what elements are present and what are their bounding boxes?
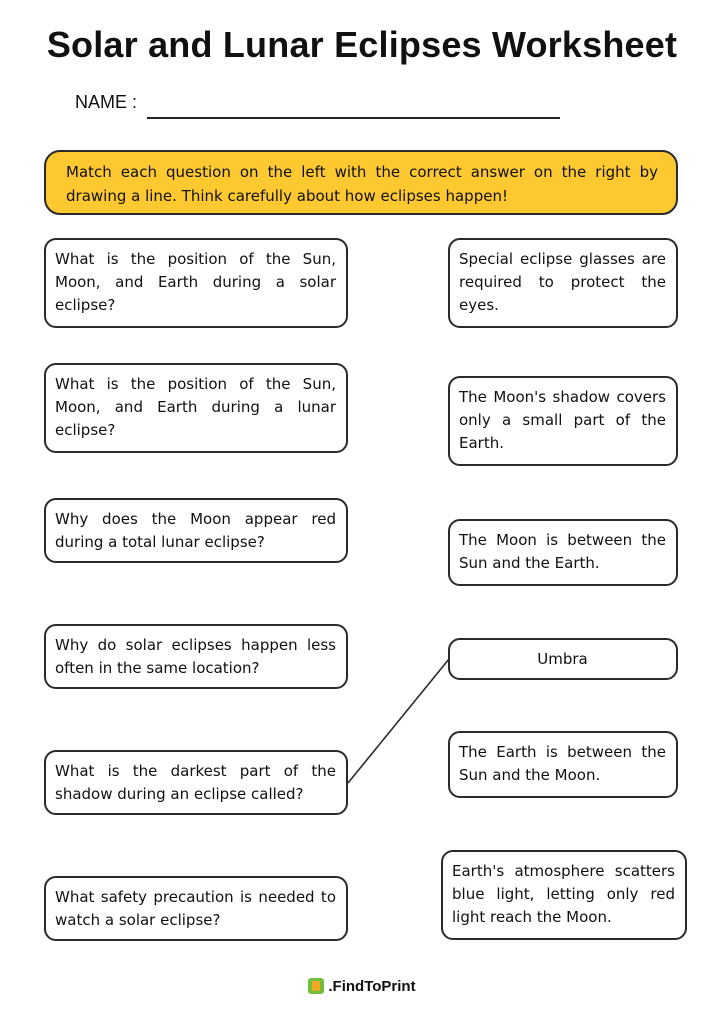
name-label: NAME : xyxy=(75,92,138,112)
footer-brand xyxy=(0,978,724,995)
question-box-4[interactable]: Why do solar eclipses happen less often in the same location? xyxy=(44,624,348,689)
answer-box-1[interactable]: Special eclipse glasses are required to protect the eyes. xyxy=(448,238,678,328)
answer-box-4[interactable]: Umbra xyxy=(448,638,678,680)
question-box-2[interactable]: What is the position of the Sun, Moon, and Earth during a lunar eclipse? xyxy=(44,363,348,453)
question-box-1[interactable]: What is the position of the Sun, Moon, and Earth during a solar eclipse? xyxy=(44,238,348,328)
page-title: Solar and Lunar Eclipses Worksheet xyxy=(46,24,678,65)
brand-name: .FindToPrint xyxy=(328,978,416,995)
question-box-6[interactable]: What safety precaution is needed to watch a solar eclipse? xyxy=(44,876,348,941)
instructions-banner: Match each question on the left with the correct answer on the right by drawing a line. Think carefully about how eclipses happen! xyxy=(44,150,678,215)
question-box-3[interactable]: Why does the Moon appear red during a total lunar eclipse? xyxy=(44,498,348,563)
question-box-5[interactable]: What is the darkest part of the shadow during an eclipse called? xyxy=(44,750,348,815)
answer-box-2[interactable]: The Moon's shadow covers only a small part of the Earth. xyxy=(448,376,678,466)
answer-box-3[interactable]: The Moon is between the Sun and the Earth. xyxy=(448,519,678,586)
answer-box-6[interactable]: Earth's atmosphere scatters blue light, letting only red light reach the Moon. xyxy=(441,850,687,940)
findtoprint-logo-icon xyxy=(308,978,324,994)
answer-box-5[interactable]: The Earth is between the Sun and the Moon. xyxy=(448,731,678,798)
